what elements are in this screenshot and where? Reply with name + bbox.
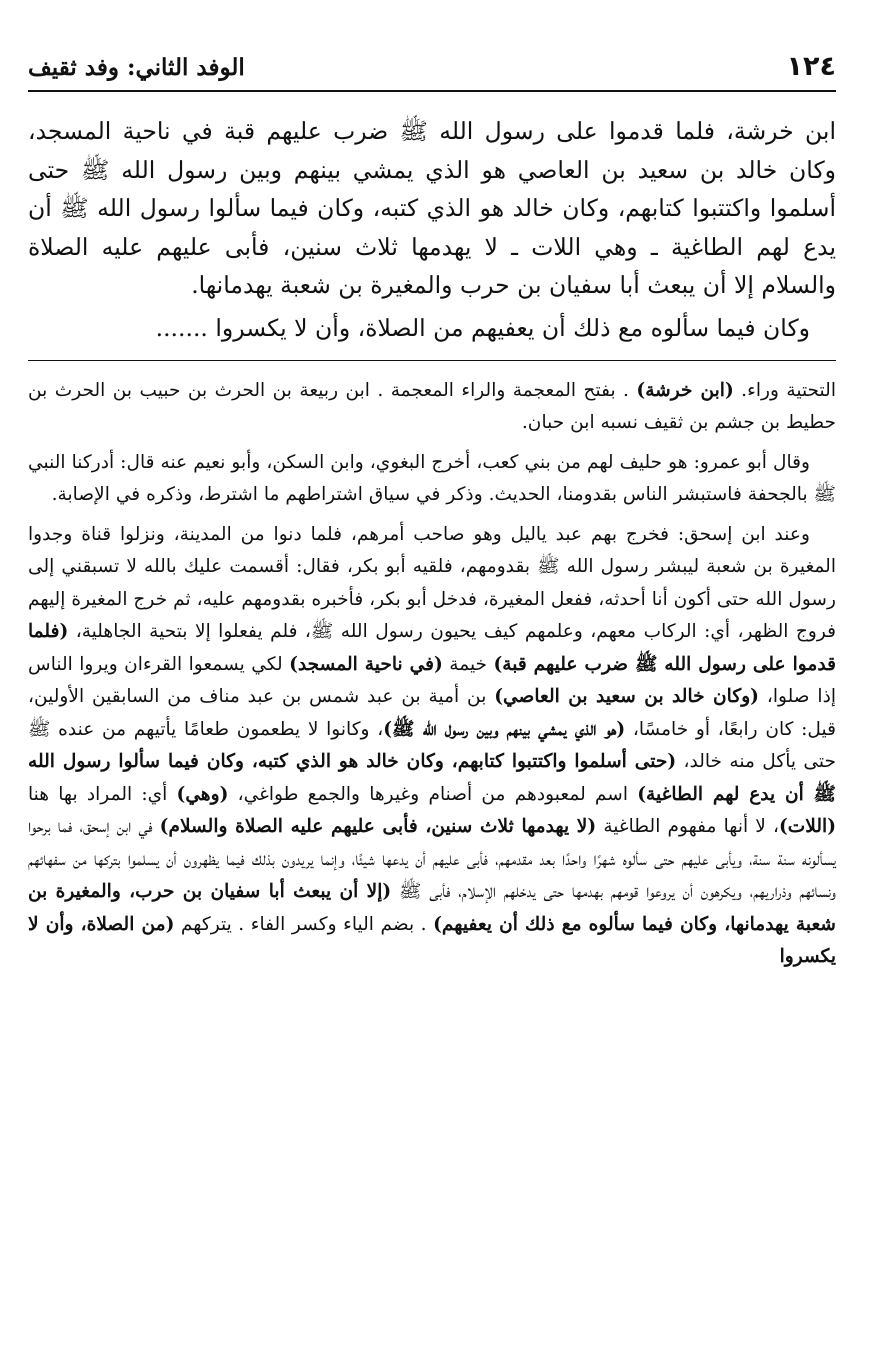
commentary-paragraph-2: وقال أبو عمرو: هو حليف لهم من بني كعب، أخرج البغوي، وابن السكن، وأبو نعيم عنه قال: أدركنا النبي ﷺ بالجحفة فاستبشر الناس بقدومنا، الحديث. وذكر في سياق اشتراطهم ما اشترط، وذكره في الإصابة.	[28, 451, 836, 506]
note-lemma: (من الصلاة، وأن لا يكسروا	[28, 913, 836, 968]
note-text: ، وكانوا لا يطعمون طعامًا يأتيهم من عنده ﷺ حتى يأكل منه خالد،	[28, 718, 836, 773]
commentary-paragraph-3	[28, 519, 836, 974]
note-lemma: (لا يهدمها ثلاث سنين، فأبى عليهم عليه الصلاة والسلام)	[159, 816, 597, 838]
note-text: . بضم الياء وكسر الفاء . يتركهم	[174, 913, 434, 935]
note-text: أي: المراد بها هنا	[28, 783, 177, 805]
note-text: في ابن إسحق، فما برحوا يسألونه سنة سنة، ويأبى عليهم حتى سألوه شهرًا واحدًا بعد مقدمهم، فأبى عليهم أن يدعها شيئًا، وإنما يريدون بذلك فيما يظهرون أن يسلموا بتركها من سفهائهم ونسائهم وذراريهم، ويكرهون أن يروعوا قومهم بهدمها حتى يدخلهم الإسلام، فأبى ﷺ	[28, 816, 836, 903]
footnote-divider	[28, 360, 836, 361]
note-text: التحتية وراء.	[733, 379, 836, 401]
note-lemma: (اللات)	[778, 816, 837, 838]
note-text: ، لا أنها مفهوم الطاغية	[596, 816, 779, 838]
main-text	[28, 112, 836, 348]
note-lemma: (وكان خالد بن سعيد بن العاصي)	[494, 686, 759, 708]
note-lemma: (إلا أن يبعث أبا سفيان بن حرب، والمغيرة بن شعبة يهدمانها، وكان فيما سألوه مع ذلك أن يعفيهم)	[28, 881, 836, 935]
running-title: الوفد الثاني: وفد ثقيف	[28, 54, 245, 81]
note-lemma: (هو الذي يمشي بينهم وبين رسول الله ﷺ)	[383, 718, 626, 740]
note-lemma: (في ناحية المسجد)	[289, 653, 443, 675]
book-page	[28, 46, 836, 1346]
note-text: بن أمية بن عبد شمس بن عبد مناف من السابقين الأولين، قيل: كان رابعًا، أو خامسًا،	[28, 686, 836, 740]
page-header	[28, 46, 836, 92]
main-paragraph-1: ابن خرشة، فلما قدموا على رسول الله ﷺ ضرب عليهم قبة في ناحية المسجد، وكان خالد بن سعيد بن العاصي هو الذي يمشي بينهم وبين رسول الله ﷺ حتى أسلموا واكتتبوا كتابهم، وكان خالد هو الذي كتبه، وكان فيما سألوا رسول الله ﷺ أن يدع لهم الطاغية ـ وهي اللات ـ لا يهدمها ثلاث سنين، فأبى عليهم عليه الصلاة والسلام إلا أن يبعث أبا سفيان بن حرب والمغيرة بن شعبة يهدمانها.	[28, 117, 836, 300]
main-paragraph-2: وكان فيما سألوه مع ذلك أن يعفيهم من الصلاة، وأن لا يكسروا .......	[155, 313, 810, 342]
commentary-paragraph-1	[28, 375, 836, 440]
note-lemma: (وهي)	[176, 783, 229, 805]
note-lemma: (حتى أسلموا واكتتبوا كتابهم، وكان خالد هو الذي كتبه، وكان فيما سألوا رسول الله ﷺ أن يدع لهم الطاغية)	[28, 751, 837, 805]
note-lemma: (فلما قدموا على رسول الله ﷺ ضرب عليهم قبة)	[28, 621, 836, 675]
note-lemma: (ابن خرشة)	[636, 379, 734, 401]
note-text: وعند ابن إسحق: فخرج بهم عبد ياليل وهو صاحب أمرهم، فلما دنوا من المدينة، ونزلوا قناة وجدوا المغيرة بن شعبة ليبشر رسول الله ﷺ بقدومهم، فلقيه أبو بكر، فقال: أقسمت عليك بالله لا تسبقني إلى رسول الله حتى أكون أنا أحدثه، ففعل المغيرة، فدخل أبو بكر، فأخبره بقدومهم عليه، ثم خرج المغيرة إليهم فروج الظهر، أي: الركاب معهم، وعلمهم كيف يحيون رسول الله ﷺ، فلم يفعلوا إلا بتحية الجاهلية،	[28, 523, 836, 643]
note-text: لكي يسمعوا القرءان ويروا الناس إذا صلوا،	[28, 653, 837, 708]
note-text: . بفتح المعجمة والراء المعجمة . ابن ربيعة بن الحرث بن حبيب بن الحرث بن حطيط بن جشم بن ثقيف نسبه ابن حبان.	[28, 379, 836, 434]
commentary	[28, 375, 836, 974]
note-text: خيمة	[442, 653, 494, 675]
page-number: ١٢٤	[786, 51, 836, 82]
note-text: اسم لمعبودهم من أصنام وغيرها والجمع طواغي،	[228, 783, 638, 805]
